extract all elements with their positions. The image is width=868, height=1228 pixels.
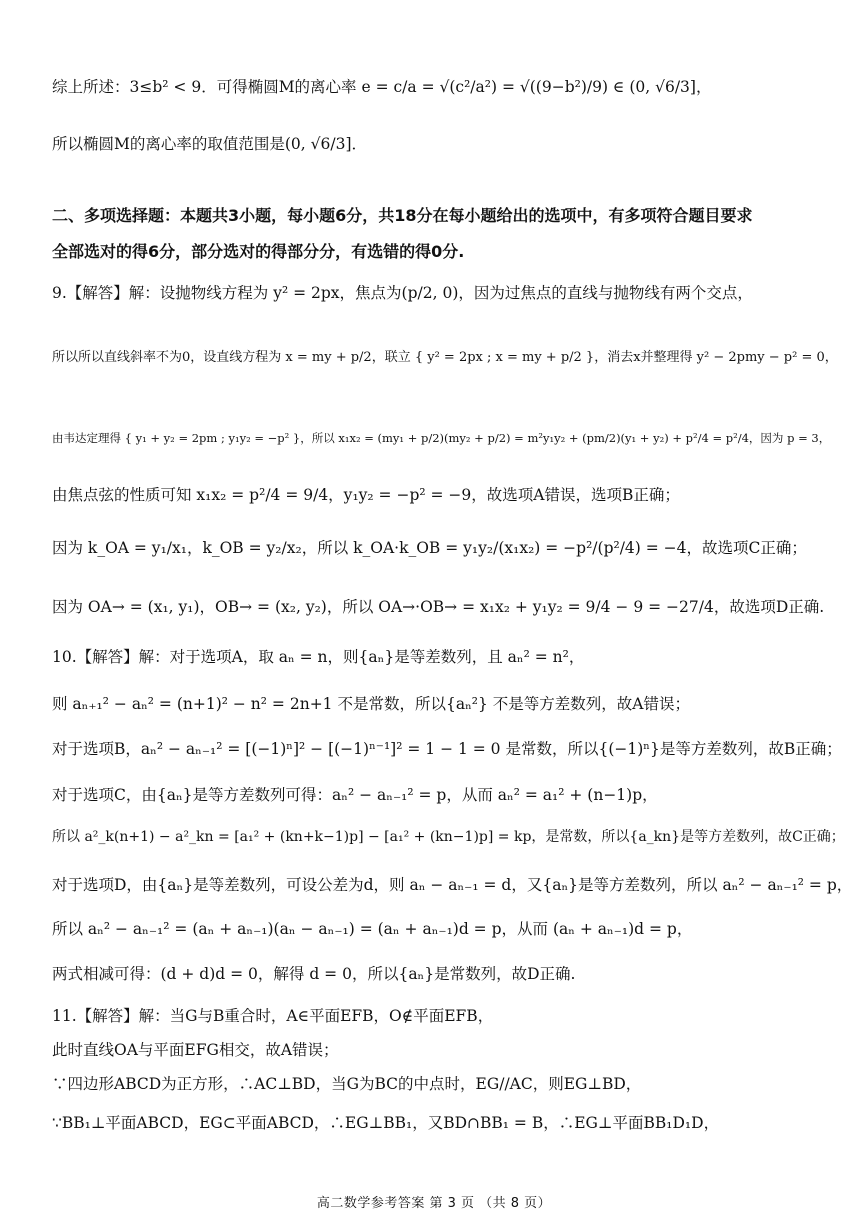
page-footer: 高二数学参考答案 第 3 页 （共 8 页）: [316, 1196, 552, 1211]
text-line: 所以 a²_k(n+1) − a²_kn = [a₁² + (kn+k−1)p] − [a₁² + (kn−1)p] = kp，是常数，所以{a_kn}是等方差数列，故C正确；: [52, 829, 845, 845]
text-line: ∵BB₁⊥平面ABCD，EG⊂平面ABCD，∴EG⊥BB₁，又BD∩BB₁ = B，∴EG⊥平面BB₁D₁D，: [52, 1114, 720, 1132]
text-line: 10.【解答】解：对于选项A，取 aₙ = n，则{aₙ}是等差数列，且 aₙ² = n²，: [52, 648, 585, 666]
text-line: 对于选项C，由{aₙ}是等方差数列可得：aₙ² − aₙ₋₁² = p，从而 aₙ² = a₁² + (n−1)p，: [52, 786, 658, 804]
text-line: 由焦点弦的性质可知 x₁x₂ = p²/4 = 9/4，y₁y₂ = −p² = −9，故选项A错误，选项B正确；: [52, 486, 680, 504]
text-line: 由韦达定理得 { y₁ + y₂ = 2pm ; y₁y₂ = −p² }，所以 x₁x₂ = (my₁ + p/2)(my₂ + p/2) = m²y₁y₂ + (pm/2)(y₁ + y₂) + p²/4 = p²/4，因为 p = 3，: [52, 431, 831, 445]
text-line: 此时直线OA与平面EFG相交，故A错误；: [52, 1041, 339, 1059]
text-line: 9.【解答】解：设抛物线方程为 y² = 2px，焦点为(p/2, 0)，因为过焦点的直线与抛物线有两个交点，: [52, 284, 753, 302]
text-line: 因为 OA→ = (x₁, y₁)，OB→ = (x₂, y₂)，所以 OA→·OB→ = x₁x₂ + y₁y₂ = 9/4 − 9 = −27/4，故选项D正确.: [52, 598, 825, 616]
section-heading: 二、多项选择题：本题共3小题，每小题6分，共18分在每小题给出的选项中，有多项符合题目要求: [52, 206, 753, 225]
text-line: ∵四边形ABCD为正方形，∴AC⊥BD，当G为BC的中点时，EG//AC，则EG⊥BD，: [52, 1075, 642, 1093]
text-line: 所以所以直线斜率不为0，设直线方程为 x = my + p/2，联立 { y² = 2px ; x = my + p/2 }，消去x并整理得 y² − 2pmy − p² = 0，: [52, 350, 838, 365]
text-line: 对于选项B，aₙ² − aₙ₋₁² = [(−1)ⁿ]² − [(−1)ⁿ⁻¹]² = 1 − 1 = 0 是常数，所以{(−1)ⁿ}是等方差数列，故B正确；: [52, 740, 842, 758]
text-line: 对于选项D，由{aₙ}是等差数列，可设公差为d，则 aₙ − aₙ₋₁ = d，又{aₙ}是等方差数列，所以 aₙ² − aₙ₋₁² = p，: [52, 876, 853, 894]
text-line: 所以 aₙ² − aₙ₋₁² = (aₙ + aₙ₋₁)(aₙ − aₙ₋₁) = (aₙ + aₙ₋₁)d = p，从而 (aₙ + aₙ₋₁)d = p，: [52, 920, 693, 938]
text-line: 两式相减可得：(d + d)d = 0，解得 d = 0，所以{aₙ}是常数列，故D正确.: [52, 965, 576, 983]
text-line: 则 aₙ₊₁² − aₙ² = (n+1)² − n² = 2n+1 不是常数，所以{aₙ²} 不是等方差数列，故A错误；: [52, 695, 690, 713]
text-line: 11.【解答】解：当G与B重合时，A∈平面EFB，O∉平面EFB，: [52, 1007, 494, 1025]
text-line: 综上所述：3≤b² < 9．可得椭圆M的离心率 e = c/a = √(c²/a²) = √((9−b²)/9) ∈ (0, √6/3]，: [52, 78, 712, 96]
section-heading: 全部选对的得6分，部分选对的得部分分，有选错的得0分.: [52, 242, 465, 261]
text-line: 因为 k_OA = y₁/x₁，k_OB = y₂/x₂，所以 k_OA·k_OB = y₁y₂/(x₁x₂) = −p²/(p²/4) = −4，故选项C正确；: [52, 539, 807, 557]
text-line: 所以椭圆M的离心率的取值范围是(0, √6/3]．: [52, 135, 368, 153]
